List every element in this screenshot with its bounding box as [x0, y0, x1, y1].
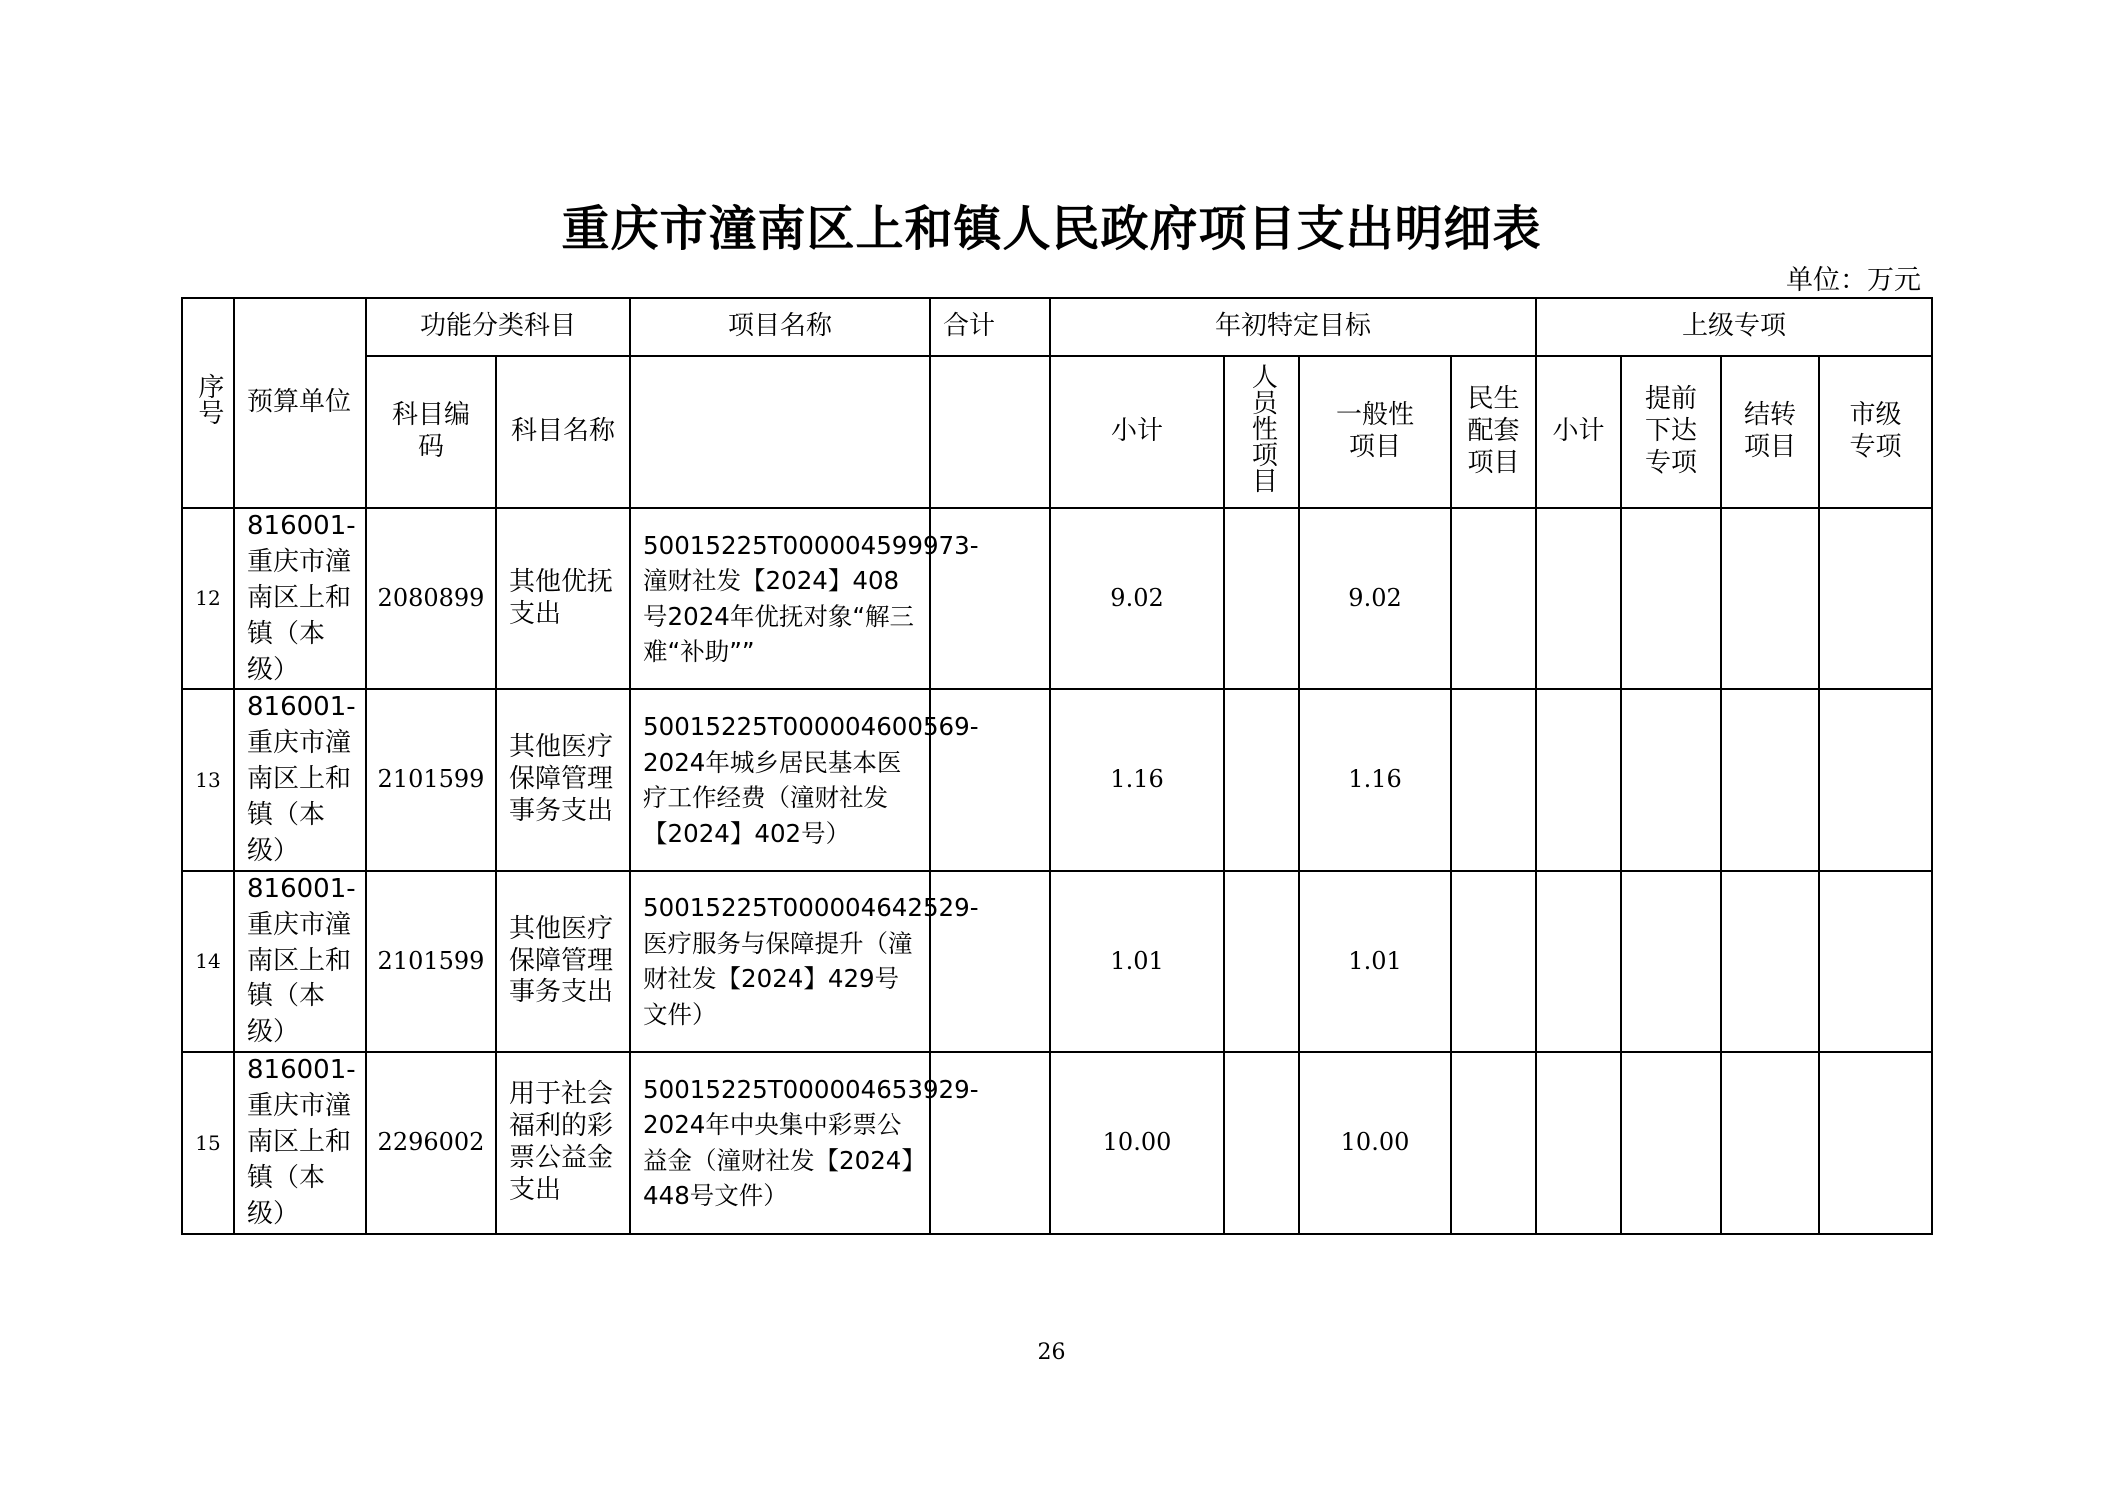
- cell-upper-subtotal: [1536, 508, 1621, 689]
- cell-seq: 13: [182, 689, 234, 870]
- cell-subject-name: 其他优抚支出: [496, 508, 630, 689]
- header-general: 一般性项目: [1299, 356, 1451, 508]
- table-row: [182, 689, 1932, 870]
- cell-subject-name: 其他医疗保障管理事务支出: [496, 871, 630, 1052]
- header-advance: 提前下达专项: [1621, 356, 1721, 508]
- table-header-row-2: [182, 356, 1932, 508]
- table-row: [182, 1052, 1932, 1233]
- unit-code: 816001-: [247, 873, 356, 904]
- header-project-name: 项目名称: [630, 298, 930, 356]
- cell-initial-subtotal: 1.16: [1050, 689, 1224, 870]
- cell-subject-name: 用于社会福利的彩票公益金支出: [496, 1052, 630, 1233]
- header-budget-unit: 预算单位: [234, 298, 366, 508]
- cell-city-special: [1819, 508, 1932, 689]
- unit-code: 816001-: [247, 692, 356, 723]
- header-subject-name: 科目名称: [496, 356, 630, 508]
- unit-name: 重庆市潼南区上和镇（本级）: [247, 909, 352, 1048]
- cell-subject-code: 2101599: [366, 689, 496, 870]
- cell-livelihood: [1451, 508, 1536, 689]
- cell-subject-code: 2296002: [366, 1052, 496, 1233]
- cell-seq: 15: [182, 1052, 234, 1233]
- cell-personnel: [1224, 871, 1299, 1052]
- project-expenditure-table: [181, 297, 1933, 1235]
- header-total: 合计: [930, 298, 1050, 356]
- table-header-row-1: [182, 298, 1932, 356]
- cell-budget-unit: [234, 871, 366, 1052]
- header-subject-code: 科目编码: [366, 356, 496, 508]
- cell-personnel: [1224, 508, 1299, 689]
- cell-initial-subtotal: 9.02: [1050, 508, 1224, 689]
- header-function-category: 功能分类科目: [366, 298, 630, 356]
- cell-advance: [1621, 508, 1721, 689]
- cell-subject-code: 2080899: [366, 508, 496, 689]
- unit-code: 816001-: [247, 511, 356, 541]
- cell-personnel: [1224, 1052, 1299, 1233]
- cell-livelihood: [1451, 1052, 1536, 1233]
- cell-budget-unit: [234, 508, 366, 689]
- cell-general: 1.01: [1299, 871, 1451, 1052]
- unit-name: 重庆市潼南区上和镇（本级）: [247, 1091, 352, 1229]
- cell-livelihood: [1451, 871, 1536, 1052]
- cell-city-special: [1819, 689, 1932, 870]
- cell-general: 10.00: [1299, 1052, 1451, 1233]
- header-initial-subtotal: 小计: [1050, 356, 1224, 508]
- cell-personnel: [1224, 689, 1299, 870]
- cell-initial-subtotal: 10.00: [1050, 1052, 1224, 1233]
- cell-upper-subtotal: [1536, 689, 1621, 870]
- header-upper-special: 上级专项: [1536, 298, 1932, 356]
- cell-seq: 12: [182, 508, 234, 689]
- cell-initial-subtotal: 1.01: [1050, 871, 1224, 1052]
- cell-upper-subtotal: [1536, 871, 1621, 1052]
- cell-project-name: 50015225T000004642529-医疗服务与保障提升（潼财社发【2024】429号文件）: [630, 871, 930, 1052]
- table-row: [182, 508, 1932, 689]
- cell-budget-unit: [234, 1052, 366, 1233]
- cell-subject-code: 2101599: [366, 871, 496, 1052]
- cell-carryover: [1721, 689, 1819, 870]
- cell-budget-unit: [234, 689, 366, 870]
- unit-name: 重庆市潼南区上和镇（本级）: [247, 728, 352, 866]
- header-seq: 序号: [182, 298, 234, 508]
- cell-carryover: [1721, 1052, 1819, 1233]
- unit-code: 816001-: [247, 1055, 356, 1086]
- page-title: 重庆市潼南区上和镇人民政府项目支出明细表: [561, 201, 1542, 257]
- cell-advance: [1621, 1052, 1721, 1233]
- cell-carryover: [1721, 871, 1819, 1052]
- page-number: 26: [1037, 1340, 1066, 1365]
- header-personnel: 人员性项目: [1224, 356, 1299, 508]
- cell-upper-subtotal: [1536, 1052, 1621, 1233]
- unit-name: 重庆市潼南区上和镇（本级）: [247, 546, 352, 685]
- cell-general: 1.16: [1299, 689, 1451, 870]
- header-livelihood: 民生配套项目: [1451, 356, 1536, 508]
- cell-seq: 14: [182, 871, 234, 1052]
- cell-advance: [1621, 871, 1721, 1052]
- cell-city-special: [1819, 1052, 1932, 1233]
- header-city-special: 市级专项: [1819, 356, 1932, 508]
- header-initial-target: 年初特定目标: [1050, 298, 1536, 356]
- cell-project-name: 50015225T000004653929-2024年中央集中彩票公益金（潼财社发【2024】448号文件）: [630, 1052, 930, 1233]
- header-upper-subtotal: 小计: [1536, 356, 1621, 508]
- table-row: [182, 871, 1932, 1052]
- cell-project-name: 50015225T000004600569-2024年城乡居民基本医疗工作经费（潼财社发【2024】402号）: [630, 689, 930, 870]
- cell-carryover: [1721, 508, 1819, 689]
- cell-advance: [1621, 689, 1721, 870]
- header-total-blank: [930, 356, 1050, 508]
- unit-label: 单位：万元: [1786, 265, 1921, 296]
- cell-subject-name: 其他医疗保障管理事务支出: [496, 689, 630, 870]
- cell-city-special: [1819, 871, 1932, 1052]
- header-project-name-blank: [630, 356, 930, 508]
- header-carryover: 结转项目: [1721, 356, 1819, 508]
- cell-livelihood: [1451, 689, 1536, 870]
- cell-general: 9.02: [1299, 508, 1451, 689]
- cell-project-name: 50015225T000004599973-潼财社发【2024】408号2024年优抚对象“解三难“补助””: [630, 508, 930, 689]
